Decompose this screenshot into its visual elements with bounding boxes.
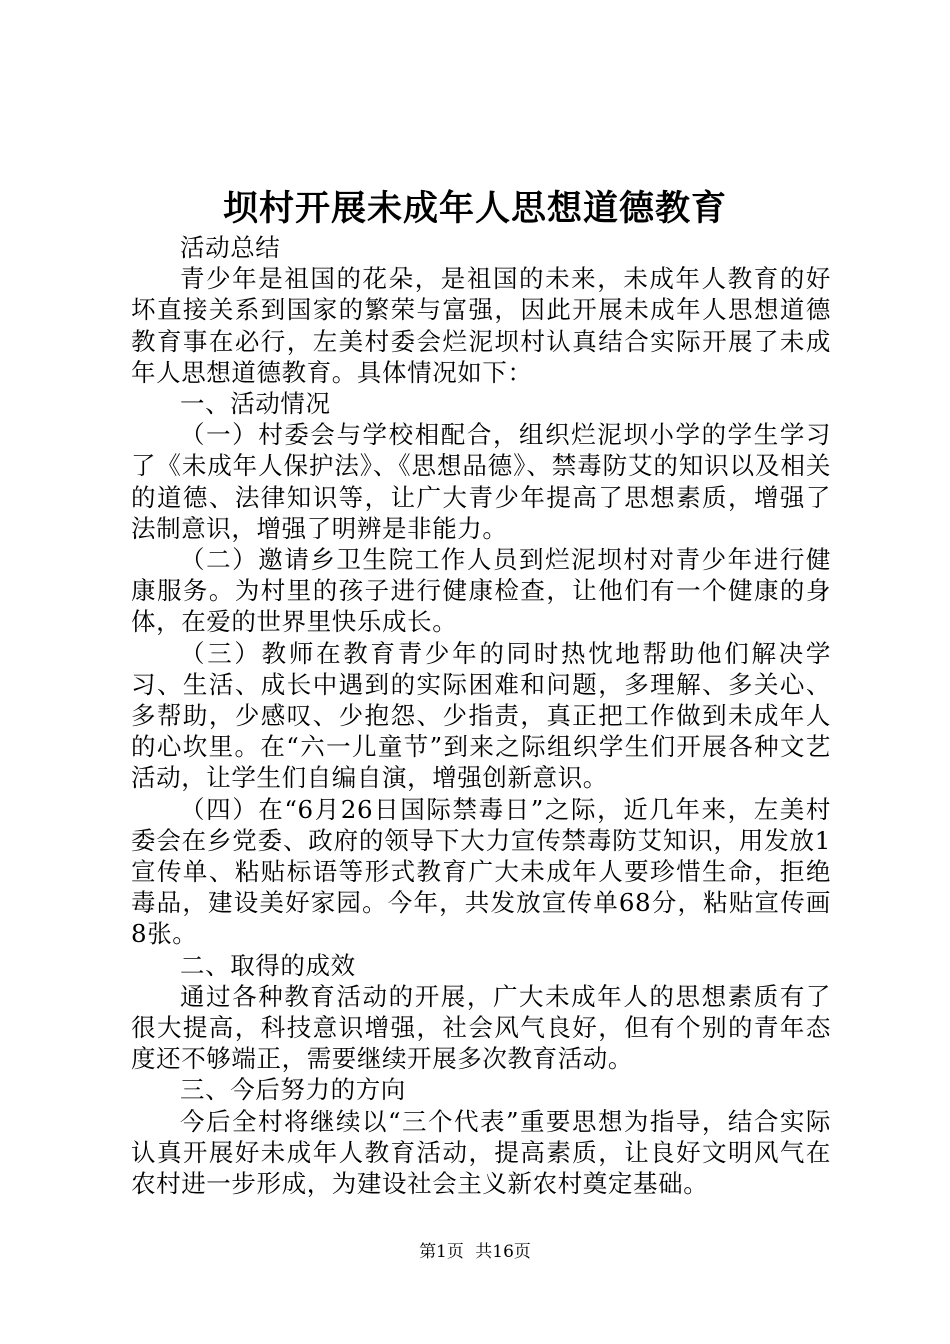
activity-item-2: （二）邀请乡卫生院工作人员到烂泥坝村对青少年进行健康服务。为村里的孩子进行健康检查，让他们有一个健康的身体，在爱的世界里快乐成长。 [131, 545, 831, 637]
document-title: 坝村开展未成年人思想道德教育 [222, 188, 727, 229]
section-heading-activities: 一、活动情况 [180, 389, 331, 419]
activity-item-4: （四）在“6月26日国际禁毒日”之际，近几年来，左美村委会在乡党委、政府的领导下大力宣传禁毒防艾知识，用发放1宣传单、粘贴标语等形式教育广大未成年人要珍惜生命，拒绝毒品，建设美好家园。今年，共发放宣传单68分，粘贴宣传画8张。 [131, 794, 831, 949]
results-paragraph: 通过各种教育活动的开展，广大未成年人的思想素质有了很大提高，科技意识增强，社会风气良好，但有个别的青年态度还不够端正，需要继续开展多次教育活动。 [131, 981, 831, 1074]
activity-item-3: （三）教师在教育青少年的同时热忱地帮助他们解决学习、生活、成长中遇到的实际困难和问题，多理解、多关心、多帮助，少感叹、少抱怨、少指责，真正把工作做到未成年人的心坎里。在“六一儿童节”到来之际组织学生们开展各种文艺活动，让学生们自编自演，增强创新意识。 [131, 638, 831, 793]
document-body [131, 232, 831, 1199]
intro-paragraph: 青少年是祖国的花朵，是祖国的未来，未成年人教育的好坏直接关系到国家的繁荣与富强，因此开展未成年人思想道德教育事在必行，左美村委会烂泥坝村认真结合实际开展了未成年人思想道德教育。具体情况如下： [131, 264, 831, 387]
page-total: 共16页 [475, 1242, 531, 1262]
activity-item-1: （一）村委会与学校相配合，组织烂泥坝小学的学生学习了《未成年人保护法》、《思想品德》、禁毒防艾的知识以及相关的道德、法律知识等，让广大青少年提高了思想素质，增强了法制意识，增强了明辨是非能力。 [131, 420, 831, 543]
document-subtitle: 活动总结 [180, 233, 281, 262]
section-heading-results: 二、取得的成效 [180, 950, 356, 980]
future-paragraph: 今后全村将继续以“三个代表”重要思想为指导，结合实际认真开展好未成年人教育活动，提高素质，让良好文明风气在农村进一步形成，为建设社会主义新农村奠定基础。 [131, 1106, 831, 1199]
page-number: 第1页 [419, 1242, 464, 1262]
section-heading-future: 三、今后努力的方向 [180, 1075, 406, 1105]
page-footer [0, 1240, 950, 1264]
